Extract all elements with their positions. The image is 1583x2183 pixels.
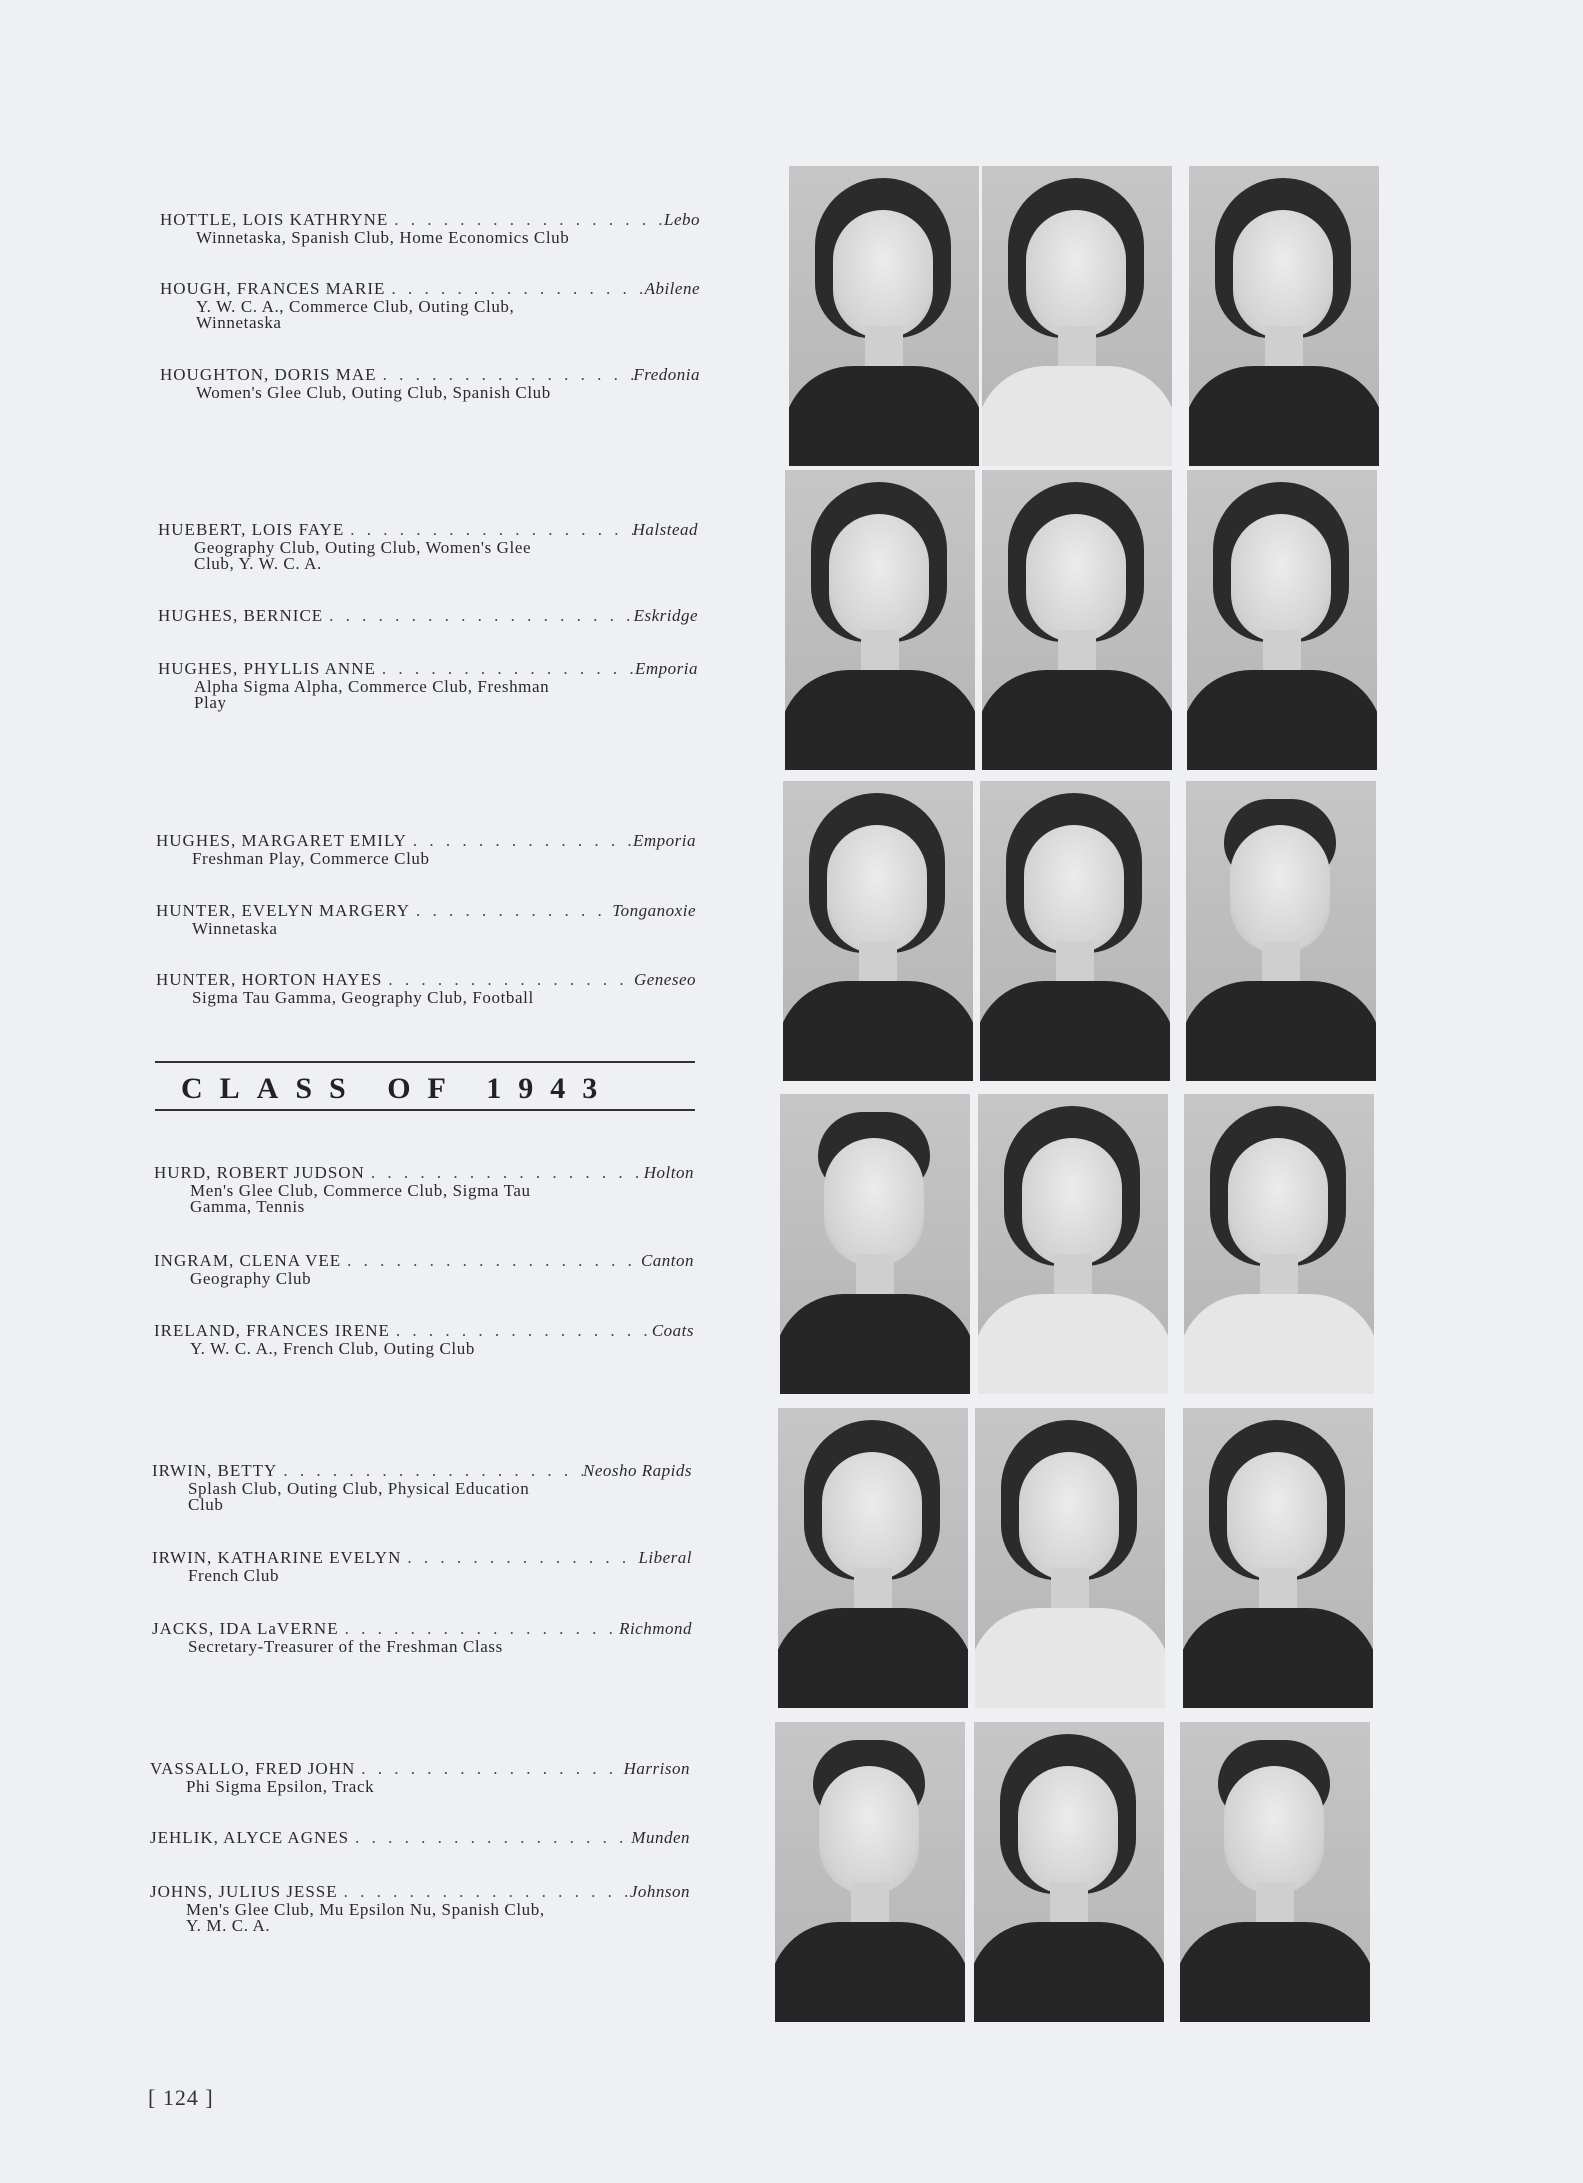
student-name: HUGHES, MARGARET EMILY [156, 831, 407, 850]
section-heading [155, 1061, 695, 1111]
student-hometown: Lebo [664, 210, 700, 229]
student-activities: Y. W. C. A., French Club, Outing Club [190, 1339, 475, 1358]
student-hometown: Richmond [619, 1619, 692, 1638]
student-activities: French Club [188, 1566, 280, 1585]
portrait-photo [785, 470, 975, 770]
portrait-photo [978, 1094, 1168, 1394]
student-name: HUEBERT, LOIS FAYE [158, 520, 345, 539]
student-entry [160, 280, 700, 331]
student-name: HUNTER, EVELYN MARGERY [156, 901, 411, 920]
student-entry [160, 366, 700, 401]
portrait-photo [775, 1722, 965, 2022]
student-entry [160, 211, 700, 246]
portrait-photo [1187, 470, 1377, 770]
portrait-photo [778, 1408, 968, 1708]
student-activities: Winnetaska, Spanish Club, Home Economics Club [196, 228, 570, 247]
student-hometown: Coats [651, 1321, 694, 1340]
student-entry [154, 1164, 694, 1215]
student-name: HUNTER, HORTON HAYES [156, 970, 383, 989]
heading-rule [155, 1061, 695, 1063]
student-hometown: Johnson [629, 1882, 690, 1901]
student-hometown: Emporia [633, 831, 696, 850]
student-activities: Secretary-Treasurer of the Freshman Class [188, 1637, 503, 1656]
student-entry [156, 902, 696, 937]
student-activities: Splash Club, Outing Club, Physical Education Club [188, 1479, 530, 1514]
portrait-photo [1184, 1094, 1374, 1394]
student-entry [152, 1462, 692, 1513]
student-name: JEHLIK, ALYCE AGNES [150, 1828, 350, 1847]
student-hometown: Geneseo [633, 970, 696, 989]
student-hometown: Neosho Rapids [583, 1461, 692, 1480]
portrait-photo [1183, 1408, 1373, 1708]
student-hometown: Abilene [644, 279, 700, 298]
student-entry [158, 660, 698, 711]
student-activities: Geography Club [190, 1269, 312, 1288]
student-name: HOUGH, FRANCES MARIE [160, 279, 386, 298]
student-name: IRWIN, KATHARINE EVELYN [152, 1548, 402, 1567]
student-activities: Alpha Sigma Alpha, Commerce Club, Freshman Play [194, 677, 550, 712]
portrait-photo [1189, 166, 1379, 466]
student-hometown: Holton [643, 1163, 694, 1182]
portrait-photo [1180, 1722, 1370, 2022]
portrait-photo [980, 781, 1170, 1081]
student-entry [156, 971, 696, 1006]
student-hometown: Eskridge [633, 606, 698, 625]
student-hometown: Munden [631, 1828, 690, 1847]
student-name: HURD, ROBERT JUDSON [154, 1163, 365, 1182]
student-activities: Sigma Tau Gamma, Geography Club, Football [192, 988, 534, 1007]
heading-rule [155, 1109, 695, 1111]
student-entry [156, 832, 696, 867]
portrait-photo [780, 1094, 970, 1394]
student-activities: Phi Sigma Epsilon, Track [186, 1777, 375, 1796]
portrait-photo [982, 166, 1172, 466]
portrait-photo [975, 1408, 1165, 1708]
student-entry [154, 1322, 694, 1357]
student-name: JACKS, IDA LaVERNE [152, 1619, 339, 1638]
student-hometown: Halstead [632, 520, 698, 539]
student-name: HOTTLE, LOIS KATHRYNE [160, 210, 389, 229]
student-name: HOUGHTON, DORIS MAE [160, 365, 377, 384]
student-entry [150, 1760, 690, 1795]
student-name: IRWIN, BETTY [152, 1461, 278, 1480]
student-name: IRELAND, FRANCES IRENE [154, 1321, 390, 1340]
student-activities: Freshman Play, Commerce Club [192, 849, 430, 868]
student-entry [152, 1620, 692, 1655]
student-entry [154, 1252, 694, 1287]
portrait-photo [783, 781, 973, 1081]
student-hometown: Emporia [635, 659, 698, 678]
student-entry [150, 1883, 690, 1934]
student-activities: Geography Club, Outing Club, Women's Glee Club, Y. W. C. A. [194, 538, 532, 573]
student-hometown: Harrison [623, 1759, 690, 1778]
student-entry [150, 1829, 690, 1846]
student-activities: Men's Glee Club, Commerce Club, Sigma Tau Gamma, Tennis [190, 1181, 531, 1216]
student-name: HUGHES, PHYLLIS ANNE [158, 659, 376, 678]
student-hometown: Canton [640, 1251, 694, 1270]
section-heading-text: CLASS OF 1943 [181, 1072, 615, 1105]
student-hometown: Liberal [638, 1548, 692, 1567]
student-activities: Winnetaska [192, 919, 278, 938]
portrait-photo [982, 470, 1172, 770]
student-entry [158, 521, 698, 572]
student-entry [158, 607, 698, 624]
student-activities: Women's Glee Club, Outing Club, Spanish Club [196, 383, 551, 402]
student-hometown: Tonganoxie [612, 901, 696, 920]
page-number: [ 124 ] [148, 2085, 214, 2110]
student-activities: Y. W. C. A., Commerce Club, Outing Club, Winnetaska [196, 297, 515, 332]
student-hometown: Fredonia [633, 365, 700, 384]
student-activities: Men's Glee Club, Mu Epsilon Nu, Spanish Club, Y. M. C. A. [186, 1900, 545, 1935]
student-entry [152, 1549, 692, 1584]
portrait-photo [789, 166, 979, 466]
student-name: JOHNS, JULIUS JESSE [150, 1882, 338, 1901]
portrait-photo [1186, 781, 1376, 1081]
student-name: VASSALLO, FRED JOHN [150, 1759, 356, 1778]
portrait-photo [974, 1722, 1164, 2022]
student-name: HUGHES, BERNICE [158, 606, 324, 625]
student-name: INGRAM, CLENA VEE [154, 1251, 342, 1270]
